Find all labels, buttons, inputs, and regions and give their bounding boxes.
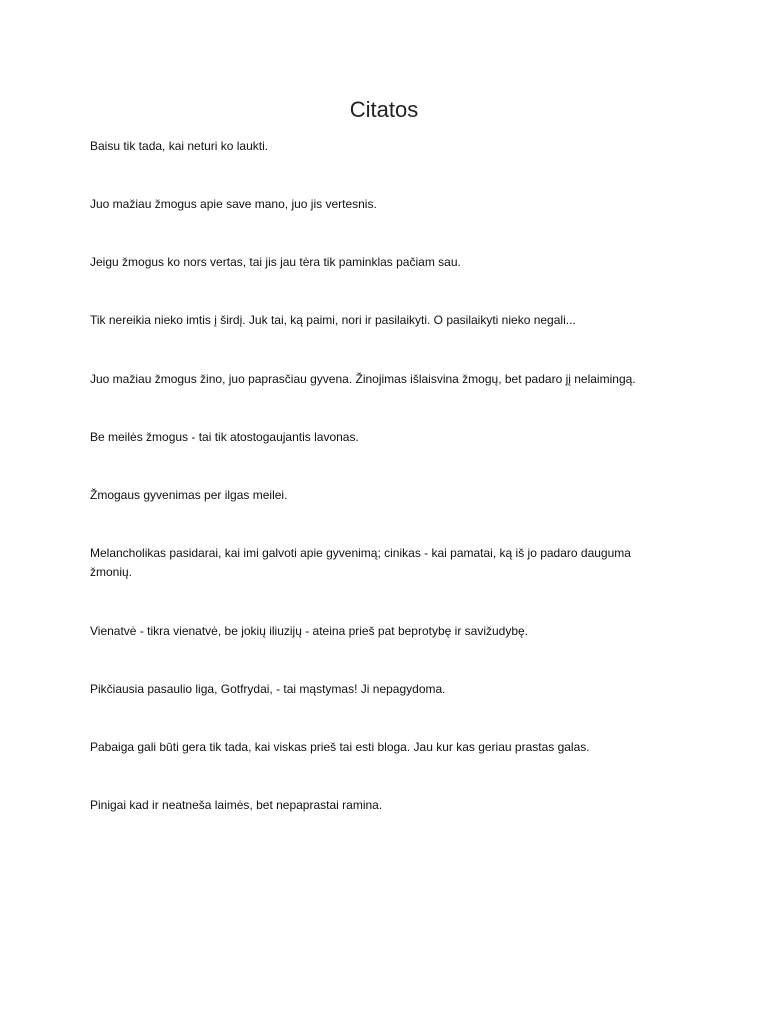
quote-item: Tik nereikia nieko imtis į širdį. Juk tai, ką paimi, nori ir pasilaikyti. O pasilaikyti nieko negali...	[90, 313, 576, 327]
quote-item: Jeigu žmogus ko nors vertas, tai jis jau tėra tik paminklas pačiam sau.	[90, 255, 461, 269]
quote-item: Vienatvė - tikra vienatvė, be jokių iliuzijų - ateina prieš pat beprotybę ir savižudybę.	[90, 624, 529, 638]
quote-item: Juo mažiau žmogus apie save mano, juo jis vertesnis.	[90, 197, 377, 211]
quote-item: Žmogaus gyvenimas per ilgas meilei.	[90, 488, 288, 502]
quote-item: Be meilės žmogus - tai tik atostogaujantis lavonas.	[90, 430, 359, 444]
page-title: Citatos	[349, 97, 419, 122]
quote-item: Pabaiga gali būti gera tik tada, kai viskas prieš tai esti bloga. Jau kur kas geriau prastas galas.	[90, 740, 590, 754]
quote-item: Pikčiausia pasaulio liga, Gotfrydai, - tai mąstymas! Ji nepagydoma.	[90, 682, 446, 696]
quote-item: Melancholikas pasidarai, kai imi galvoti apie gyvenimą; cinikas - kai pamatai, ką iš jo padaro dauguma žmonių.	[90, 546, 631, 579]
quote-item: Baisu tik tada, kai neturi ko laukti.	[90, 139, 269, 153]
quote-item: Pinigai kad ir neatneša laimės, bet nepaprastai ramina.	[90, 798, 383, 812]
quote-item: Juo mažiau žmogus žino, juo paprasčiau gyvena. Žinojimas išlaisvina žmogų, bet padaro jį nelaimingą.	[90, 372, 636, 386]
